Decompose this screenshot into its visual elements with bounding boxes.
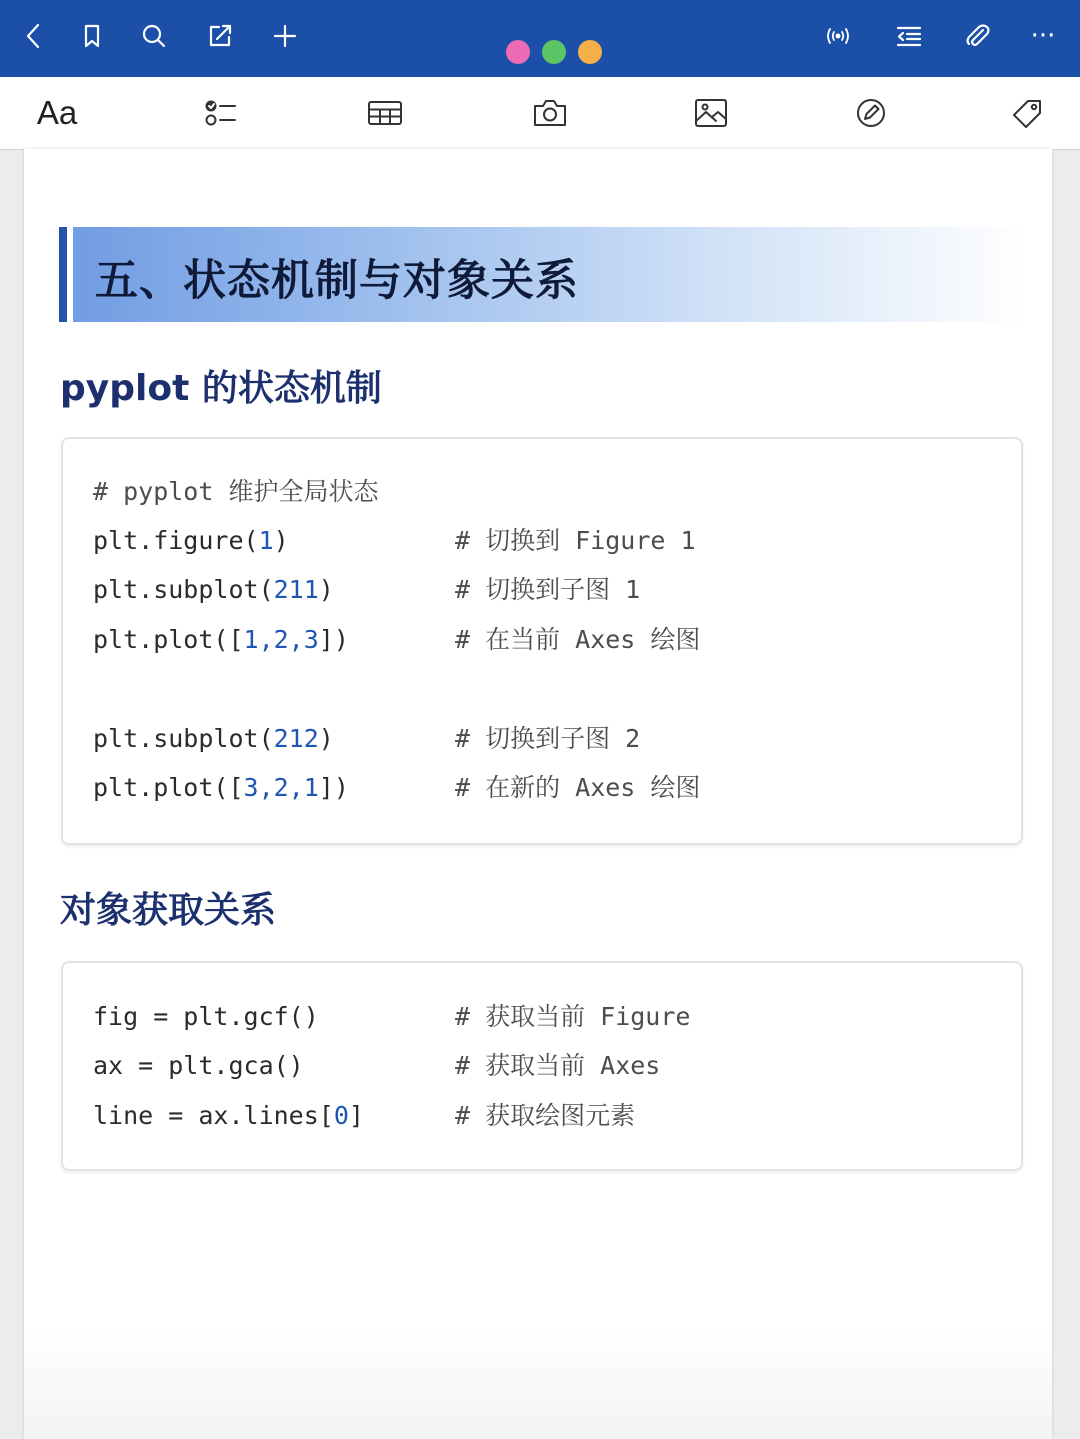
camera-icon[interactable] bbox=[527, 91, 573, 135]
section-banner bbox=[59, 227, 1029, 322]
code-line bbox=[93, 997, 319, 1037]
broadcast-icon[interactable] bbox=[816, 14, 860, 58]
code-text: line = ax.lines[ bbox=[93, 1101, 334, 1130]
code-comment: # 获取当前 Figure bbox=[455, 1002, 691, 1031]
list-indent-icon[interactable] bbox=[887, 14, 931, 58]
search-icon[interactable] bbox=[132, 14, 176, 58]
code-comment: # 获取绘图元素 bbox=[455, 1101, 636, 1130]
code-text: plt.plot([ bbox=[93, 773, 244, 802]
subheading-object-access: 对象获取关系 bbox=[60, 890, 277, 931]
tag-icon[interactable] bbox=[1005, 91, 1051, 135]
code-text: plt.subplot( bbox=[93, 575, 274, 604]
code-comment: # 切换到子图 1 bbox=[455, 575, 641, 604]
code-block-state[interactable] bbox=[61, 437, 1023, 845]
code-text-end: ) bbox=[273, 526, 289, 555]
code-text: plt.figure( bbox=[93, 526, 259, 555]
paperclip-icon[interactable] bbox=[955, 14, 999, 58]
code-text-end: ]) bbox=[318, 625, 349, 654]
pink-dot bbox=[506, 40, 530, 64]
code-text-end: ) bbox=[318, 724, 334, 753]
code-text-end: ] bbox=[348, 1101, 364, 1130]
code-comment-header: # pyplot 维护全局状态 bbox=[93, 477, 379, 506]
code-line bbox=[93, 570, 334, 610]
more-icon[interactable] bbox=[1021, 14, 1065, 58]
code-number: 212 bbox=[273, 724, 319, 753]
note-page bbox=[24, 149, 1052, 1439]
bookmark-icon[interactable] bbox=[70, 14, 114, 58]
format-toolbar bbox=[0, 77, 1080, 150]
code-text: fig = plt.gcf() bbox=[93, 1002, 319, 1031]
code-text: ax = plt.gca() bbox=[93, 1051, 304, 1080]
code-text: plt.subplot( bbox=[93, 724, 274, 753]
image-icon[interactable] bbox=[688, 91, 734, 135]
checklist-icon[interactable] bbox=[197, 91, 243, 135]
code-number: 1,2,3 bbox=[243, 625, 319, 654]
code-comment: # 切换到 Figure 1 bbox=[455, 526, 696, 555]
more-label: ··· bbox=[1030, 21, 1056, 51]
plus-icon[interactable] bbox=[263, 14, 307, 58]
code-comment: # 切换到子图 2 bbox=[455, 724, 641, 753]
subheading-pyplot-state: pyplot 的状态机制 bbox=[60, 368, 382, 409]
code-line bbox=[93, 521, 289, 561]
code-number: 211 bbox=[273, 575, 319, 604]
code-comment: # 在新的 Axes 绘图 bbox=[455, 773, 701, 802]
code-comment: # 获取当前 Axes bbox=[455, 1051, 661, 1080]
window-dots bbox=[506, 40, 602, 64]
code-line bbox=[93, 1096, 364, 1136]
code-number: 1 bbox=[258, 526, 274, 555]
code-line bbox=[93, 719, 334, 759]
code-line bbox=[93, 1046, 304, 1086]
code-text: plt.plot([ bbox=[93, 625, 244, 654]
code-text-end: ) bbox=[318, 575, 334, 604]
text-style-button[interactable] bbox=[32, 91, 82, 135]
code-comment: # 在当前 Axes 绘图 bbox=[455, 625, 701, 654]
banner-accent-bar bbox=[59, 227, 67, 322]
code-text-end: ]) bbox=[318, 773, 349, 802]
section-title: 五、状态机制与对象关系 bbox=[95, 256, 579, 306]
banner-accent-gap bbox=[67, 227, 73, 322]
pencil-circle-icon[interactable] bbox=[848, 91, 894, 135]
orange-dot bbox=[578, 40, 602, 64]
code-line bbox=[93, 620, 349, 660]
code-number: 0 bbox=[333, 1101, 349, 1130]
code-number: 3,2,1 bbox=[243, 773, 319, 802]
text-style-label: Aa bbox=[36, 94, 78, 131]
code-block-objects[interactable] bbox=[61, 961, 1023, 1171]
back-icon[interactable] bbox=[12, 14, 56, 58]
green-dot bbox=[542, 40, 566, 64]
top-app-bar bbox=[0, 0, 1080, 77]
table-icon[interactable] bbox=[362, 91, 408, 135]
edit-icon[interactable] bbox=[198, 14, 242, 58]
code-line bbox=[93, 768, 349, 808]
